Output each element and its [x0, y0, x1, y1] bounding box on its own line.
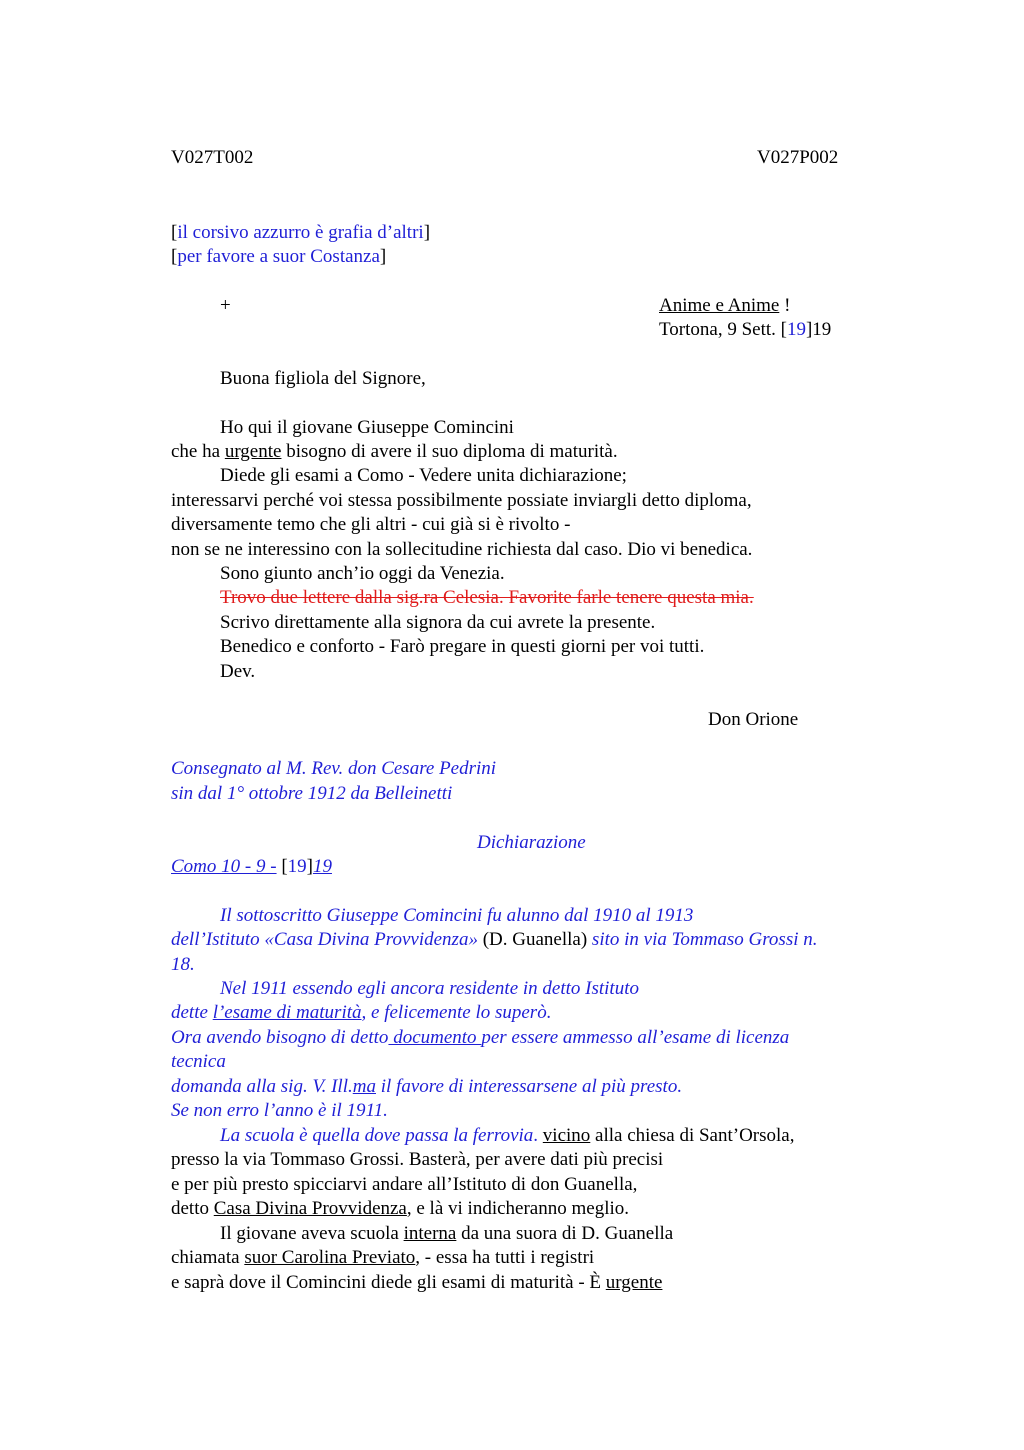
letter-line-7: Sono giunto anch’io oggi da Venezia.	[220, 563, 505, 584]
letter-line-2: che ha urgente bisogno di avere il suo diploma di maturità.	[171, 441, 618, 462]
declaration-line-10: La scuola è quella dove passa la ferrovia. vicino alla chiesa di Sant’Orsola,	[220, 1125, 795, 1146]
letter-line-8-struck: Trovo due lettere dalla sig.ra Celesia. Favorite farle tenere questa mia.	[220, 587, 754, 608]
editor-note-2: [per favore a suor Costanza]	[171, 246, 387, 267]
letter-line-9: Scrivo direttamente alla signora da cui avrete la presente.	[220, 612, 656, 633]
cross-symbol: +	[220, 295, 231, 316]
declaration-line-14: Il giovane aveva scuola interna da una suora di D. Guanella	[220, 1223, 674, 1244]
salutation: Buona figliola del Signore,	[220, 368, 426, 389]
declaration-line-3: 18.	[171, 954, 195, 975]
declaration-line-6: Ora avendo bisogno di detto documento per essere ammesso all’esame di licenza	[171, 1027, 790, 1048]
place-date-year-editor: 19	[786, 319, 806, 340]
letter-line-6: non se ne interessino con la sollecitudine richiesta dal caso. Dio vi benedica.	[171, 539, 753, 560]
header-right-code: V027P002	[757, 147, 839, 168]
letter-line-5: diversamente temo che gli altri - cui già si è rivolto -	[171, 514, 571, 535]
letter-line-3: Diede gli esami a Como - Vedere unita dichiarazione;	[220, 465, 627, 486]
motto: Anime e Anime !	[659, 295, 791, 316]
other-hand-note-2: sin dal 1° ottobre 1912 da Belleinetti	[171, 783, 453, 804]
declaration-line-4: Nel 1911 essendo egli ancora residente in detto Istituto	[220, 978, 639, 999]
place-date: Tortona, 9 Sett. [19]19	[659, 319, 832, 340]
letter-line-4: interessarvi perché voi stessa possibilmente possiate inviargli detto diploma,	[171, 490, 752, 511]
declaration-line-16: e saprà dove il Comincini diede gli esami di maturità - È urgente	[171, 1272, 663, 1293]
declaration-line-15: chiamata suor Carolina Previato, - essa ha tutti i registri	[171, 1247, 595, 1268]
declaration-line-12: e per più presto spicciarvi andare all’Istituto di don Guanella,	[171, 1174, 638, 1195]
header-left-code: V027T002	[171, 147, 254, 168]
declaration-line-9: Se non erro l’anno è il 1911.	[171, 1100, 388, 1121]
declaration-line-2: dell’Istituto «Casa Divina Provvidenza» (D. Guanella) sito in via Tommaso Grossi n.	[171, 929, 818, 950]
signature: Don Orione	[708, 709, 799, 730]
letter-line-11: Dev.	[220, 661, 256, 682]
declaration-line-11: presso la via Tommaso Grossi. Basterà, per avere dati più precisi	[171, 1149, 664, 1170]
motto-underlined: Anime e Anime	[659, 295, 780, 316]
declaration-title: Dichiarazione	[477, 832, 586, 853]
declaration-line-13: detto Casa Divina Provvidenza, e là vi indicheranno meglio.	[171, 1198, 630, 1219]
editor-note-1-text: il corsivo azzurro è grafia d’altri	[177, 222, 424, 243]
other-hand-note-1: Consegnato al M. Rev. don Cesare Pedrini	[171, 758, 497, 779]
declaration-date: Como 10 - 9 - [19]19	[171, 856, 332, 877]
editor-note-2-text: per favore a suor Costanza	[177, 246, 380, 267]
declaration-line-1: Il sottoscritto Giuseppe Comincini fu alunno dal 1910 al 1913	[220, 905, 694, 926]
declaration-line-7: tecnica	[171, 1051, 226, 1072]
letter-line-10: Benedico e conforto - Farò pregare in questi giorni per voi tutti.	[220, 636, 705, 657]
declaration-line-8: domanda alla sig. V. Ill.ma il favore di interessarsene al più presto.	[171, 1076, 683, 1097]
editor-note-1: [il corsivo azzurro è grafia d’altri]	[171, 222, 431, 243]
letter-line-1: Ho qui il giovane Giuseppe Comincini	[220, 417, 514, 438]
declaration-line-5: dette l’esame di maturità, e felicemente lo superò.	[171, 1002, 552, 1023]
